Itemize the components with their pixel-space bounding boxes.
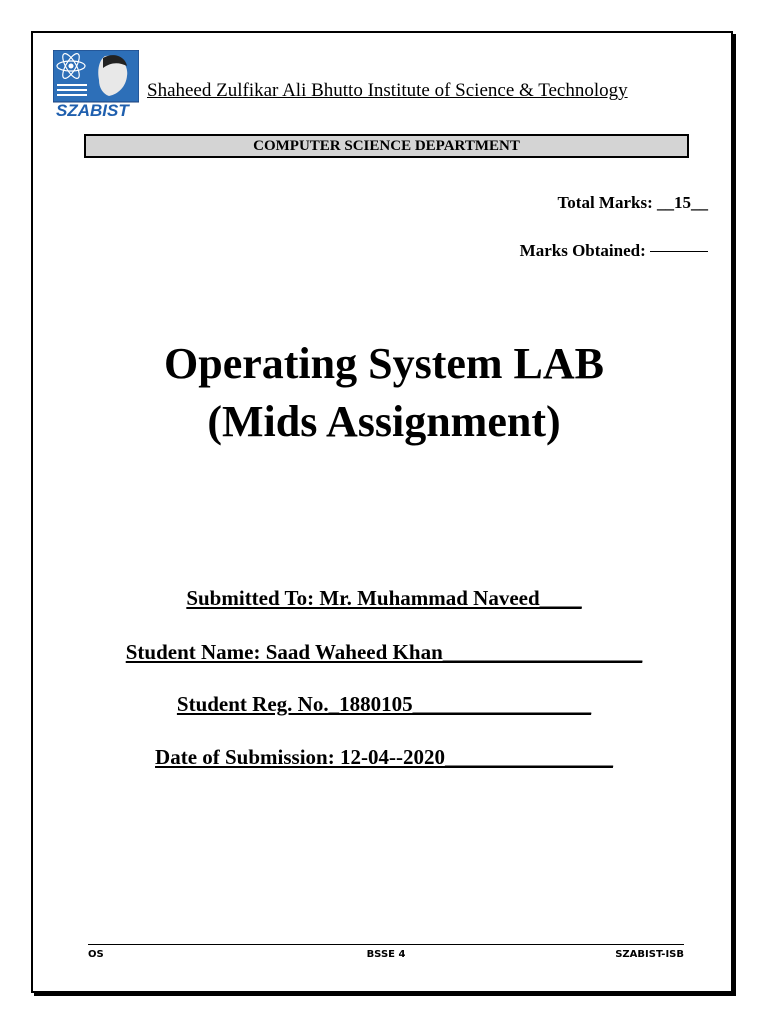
page-footer (88, 944, 684, 960)
total-marks (558, 193, 709, 213)
footer-course: OS (88, 949, 104, 960)
marks-obtained (520, 241, 708, 261)
document-subtitle: (Mids Assignment) (207, 397, 561, 446)
total-marks-label: Total Marks: (557, 193, 653, 212)
logo-text: SZABIST (56, 101, 129, 118)
document-title: Operating System LAB (164, 339, 604, 388)
student-name: Student Name: Saad Waheed Khan___________________ (125, 640, 643, 664)
marks-obtained-label: Marks Obtained: (519, 241, 646, 260)
institute-name: Shaheed Zulfikar Ali Bhutto Institute of Science & Technology (147, 80, 628, 101)
szabist-logo (53, 50, 139, 118)
footer-program: BSSE 4 (366, 949, 406, 960)
marks-obtained-blank (650, 250, 708, 252)
department-banner: COMPUTER SCIENCE DEPARTMENT (84, 134, 689, 158)
submitted-to: Submitted To: Mr. Muhammad Naveed____ (186, 586, 582, 610)
student-reg-no: Student Reg. No._1880105_________________ (176, 692, 592, 716)
total-marks-value: __15__ (657, 193, 708, 212)
footer-campus: SZABIST-ISB (615, 949, 684, 960)
submission-date: Date of Submission: 12-04--2020________________ (155, 745, 613, 769)
page-border (31, 31, 733, 993)
